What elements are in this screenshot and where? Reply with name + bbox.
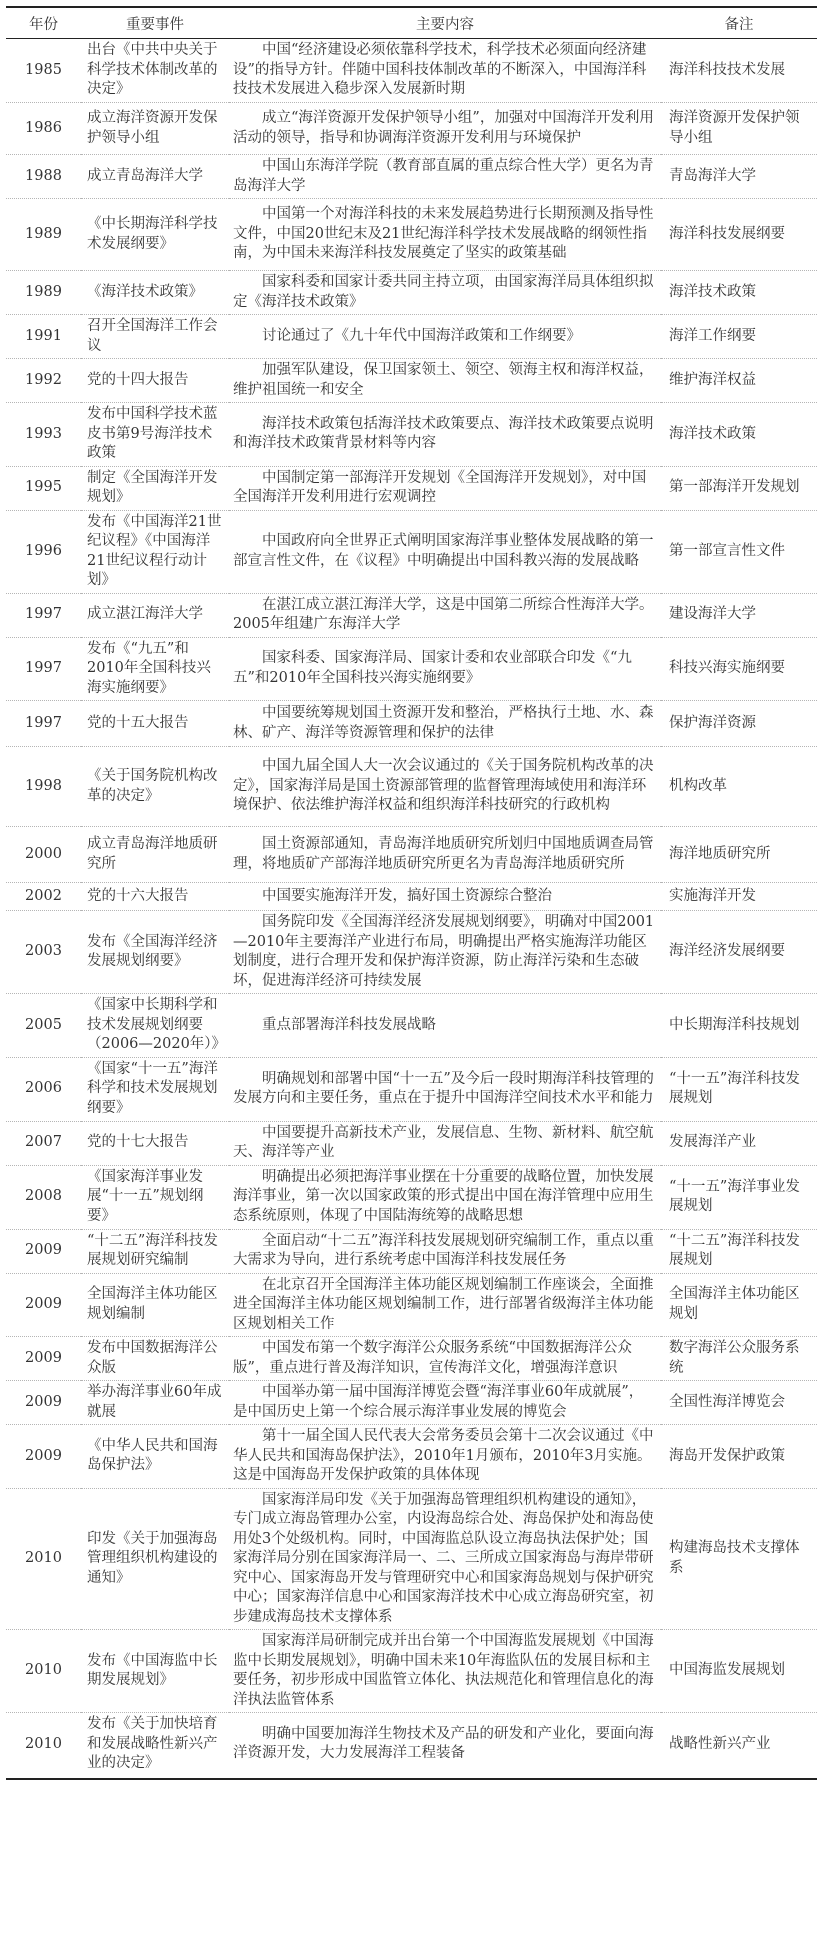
- cell-event: 《中长期海洋科学技术发展纲要》: [81, 199, 229, 271]
- cell-content: 重点部署海洋科技发展战略: [229, 994, 661, 1058]
- table-row: [6, 827, 817, 883]
- cell-note: 中国海监发展规划: [661, 1630, 817, 1713]
- table-row: [6, 1121, 817, 1165]
- cell-event: 《国家海洋事业发展“十一五”规划纲要》: [81, 1165, 229, 1229]
- cell-content: 中国九届全国人大一次会议通过的《关于国务院机构改革的决定》，国家海洋局是国土资源部管理的监督管理海域使用和海洋环境保护、依法维护海洋权益和组织海洋科技研究的行政机构: [229, 747, 661, 827]
- cell-content: 中国发布第一个数字海洋公众服务系统“中国数据海洋公众版”，重点进行普及海洋知识，宣传海洋文化，增强海洋意识: [229, 1337, 661, 1381]
- cell-event: 发布《中国海洋21世纪议程》《中国海洋21世纪议程行动计划》: [81, 510, 229, 593]
- cell-event: 发布中国科学技术蓝皮书第9号海洋技术政策: [81, 403, 229, 467]
- cell-content: 国家科委、国家海洋局、国家计委和农业部联合印发《“九五”和2010年全国科技兴海实施纲要》: [229, 637, 661, 701]
- cell-note: 中长期海洋科技规划: [661, 994, 817, 1058]
- cell-year: 2000: [6, 827, 81, 883]
- cell-content: 国土资源部通知，青岛海洋地质研究所划归中国地质调查局管理，将地质矿产部海洋地质研究所更名为青岛海洋地质研究所: [229, 827, 661, 883]
- cell-year: 1988: [6, 155, 81, 199]
- cell-year: 1989: [6, 199, 81, 271]
- cell-note: 机构改革: [661, 747, 817, 827]
- cell-year: 2010: [6, 1488, 81, 1630]
- cell-event: “十二五”海洋科技发展规划研究编制: [81, 1229, 229, 1273]
- cell-event: 举办海洋事业60年成就展: [81, 1381, 229, 1425]
- cell-content: 明确规划和部署中国“十一五”及今后一段时期海洋科技管理的发展方向和主要任务，重点在于提升中国海洋空间技术水平和能力: [229, 1057, 661, 1121]
- cell-note: 海洋技术政策: [661, 271, 817, 315]
- cell-year: 1995: [6, 466, 81, 510]
- cell-note: 第一部宣言性文件: [661, 510, 817, 593]
- cell-content: 在湛江成立湛江海洋大学，这是中国第二所综合性海洋大学。2005年组建广东海洋大学: [229, 593, 661, 637]
- cell-year: 1998: [6, 747, 81, 827]
- cell-event: 《海洋技术政策》: [81, 271, 229, 315]
- table-row: [6, 1165, 817, 1229]
- cell-note: 海洋工作纲要: [661, 315, 817, 359]
- header-year: 年份: [6, 7, 81, 39]
- cell-note: 海岛开发保护政策: [661, 1425, 817, 1489]
- table-row: [6, 155, 817, 199]
- cell-content: 成立“海洋资源开发保护领导小组”，加强对中国海洋开发利用活动的领导，指导和协调海洋资源开发利用与环境保护: [229, 103, 661, 155]
- cell-year: 2010: [6, 1630, 81, 1713]
- cell-year: 1989: [6, 271, 81, 315]
- cell-content: 中国政府向全世界正式阐明国家海洋事业整体发展战略的第一部宣言性文件，在《议程》中明确提出中国科教兴海的发展战略: [229, 510, 661, 593]
- cell-note: 海洋科技发展纲要: [661, 199, 817, 271]
- cell-event: 出台《中共中央关于科学技术体制改革的决定》: [87, 42, 218, 98]
- cell-year: 2010: [6, 1713, 81, 1776]
- cell-note: 发展海洋产业: [661, 1121, 817, 1165]
- cell-year: 2009: [6, 1425, 81, 1489]
- cell-content: 明确中国要加海洋生物技术及产品的研发和产业化，要面向海洋资源开发，大力发展海洋工程装备: [229, 1713, 661, 1776]
- cell-content: 海洋技术政策包括海洋技术政策要点、海洋技术政策要点说明和海洋技术政策背景材料等内容: [229, 403, 661, 467]
- cell-year: 2009: [6, 1273, 81, 1337]
- table-row: [6, 1425, 817, 1489]
- cell-content: 第十一届全国人民代表大会常务委员会第十二次会议通过《中华人民共和国海岛保护法》，2010年1月颁布，2010年3月实施。这是中国海岛开发保护政策的具体体现: [229, 1425, 661, 1489]
- ocean-policy-table: [6, 6, 817, 1776]
- cell-event: 发布中国数据海洋公众版: [81, 1337, 229, 1381]
- cell-content: 国务院印发《全国海洋经济发展规划纲要》，明确对中国2001—2010年主要海洋产业进行布局，明确提出严格实施海洋功能区划制度，进行合理开发和保护海洋资源，防止海洋污染和生态破坏，促进海洋经济可持续发展: [229, 911, 661, 994]
- table-row: [6, 403, 817, 467]
- header-event: 重要事件: [81, 7, 229, 39]
- table-row: [6, 1488, 817, 1630]
- table-row: [6, 701, 817, 747]
- table-body: [6, 39, 817, 1776]
- cell-note: 全国性海洋博览会: [661, 1381, 817, 1425]
- table-row: [6, 883, 817, 911]
- cell-event: 成立湛江海洋大学: [81, 593, 229, 637]
- cell-year: 1986: [6, 103, 81, 155]
- cell-content: 中国第一个对海洋科技的未来发展趋势进行长期预测及指导性文件，中国20世纪末及21世纪海洋科学技术发展战略的纲领性指南，为中国未来海洋科技发展奠定了坚实的政策基础: [229, 199, 661, 271]
- cell-year: 1991: [6, 315, 81, 359]
- cell-note: 海洋科技技术发展: [669, 61, 785, 78]
- table-row: [6, 39, 817, 103]
- table-row: [6, 271, 817, 315]
- table-row: [6, 466, 817, 510]
- cell-year: 2009: [6, 1229, 81, 1273]
- cell-content: 中国举办第一届中国海洋博览会暨“海洋事业60年成就展”，是中国历史上第一个综合展示海洋事业发展的博览会: [229, 1381, 661, 1425]
- cell-note: 海洋经济发展纲要: [661, 911, 817, 994]
- cell-event: 《国家中长期科学和技术发展规划纲要（2006—2020年）》: [81, 994, 229, 1058]
- table-row: [6, 510, 817, 593]
- cell-note: 科技兴海实施纲要: [661, 637, 817, 701]
- cell-event: 印发《关于加强海岛管理组织机构建设的通知》: [81, 1488, 229, 1630]
- table-row: [6, 637, 817, 701]
- cell-note: 全国海洋主体功能区规划: [661, 1273, 817, 1337]
- cell-year: 2003: [6, 911, 81, 994]
- table-row: [6, 994, 817, 1058]
- cell-note: 第一部海洋开发规划: [661, 466, 817, 510]
- cell-note: “十二五”海洋科技发展规划: [661, 1229, 817, 1273]
- cell-note: 数字海洋公众服务系统: [661, 1337, 817, 1381]
- cell-note: 海洋技术政策: [661, 403, 817, 467]
- table-row: [6, 1229, 817, 1273]
- cell-event: 发布《全国海洋经济发展规划纲要》: [81, 911, 229, 994]
- cell-year: 2007: [6, 1121, 81, 1165]
- cell-event: 党的十五大报告: [81, 701, 229, 747]
- cell-year: 2008: [6, 1165, 81, 1229]
- cell-event: 成立青岛海洋地质研究所: [81, 827, 229, 883]
- table-row: [6, 1630, 817, 1713]
- cell-note: 构建海岛技术支撑体系: [661, 1488, 817, 1630]
- table-row: [6, 1381, 817, 1425]
- cell-content: 加强军队建设，保卫国家领土、领空、领海主权和海洋权益，维护祖国统一和安全: [229, 359, 661, 403]
- cell-note: 维护海洋权益: [661, 359, 817, 403]
- table-row: [6, 359, 817, 403]
- table-row: [6, 747, 817, 827]
- cell-year: 1985: [25, 61, 62, 78]
- cell-content: 全面启动“十二五”海洋科技发展规划研究编制工作，重点以重大需求为导向，进行系统考虑中国海洋科技发展任务: [229, 1229, 661, 1273]
- cell-note: 海洋资源开发保护领导小组: [661, 103, 817, 155]
- cell-event: 全国海洋主体功能区规划编制: [81, 1273, 229, 1337]
- cell-year: 2009: [6, 1337, 81, 1381]
- cell-content: 中国“经济建设必须依靠科学技术，科学技术必须面向经济建设”的指导方针。伴随中国科技体制改革的不断深入，中国海洋科技技术发展进入稳步深入发展新时期: [233, 42, 647, 98]
- cell-note: 实施海洋开发: [661, 883, 817, 911]
- table-row: [6, 103, 817, 155]
- cell-content: 中国要提升高新技术产业，发展信息、生物、新材料、航空航天、海洋等产业: [229, 1121, 661, 1165]
- table-row: [6, 199, 817, 271]
- cell-note: “十一五”海洋事业发展规划: [661, 1165, 817, 1229]
- cell-event: 《关于国务院机构改革的决定》: [81, 747, 229, 827]
- cell-note: 保护海洋资源: [661, 701, 817, 747]
- cell-year: 2005: [6, 994, 81, 1058]
- cell-content: 中国山东海洋学院（教育部直属的重点综合性大学）更名为青岛海洋大学: [229, 155, 661, 199]
- table-row: [6, 1057, 817, 1121]
- cell-content: 国家海洋局印发《关于加强海岛管理组织机构建设的通知》，专门成立海岛管理办公室，内设海岛综合处、海岛保护处和海岛使用处3个处级机构。同时，中国海监总队设立海岛执法保护处；国家海洋局分别在国家海洋局一、二、三所成立国家海岛与海岸带研究中心、国家海岛开发与管理研究中心和国家海岛规划与保护研究中心；国家海洋信息中心和国家海洋技术中心成立海岛研究室，初步建成海岛技术支撑体系: [229, 1488, 661, 1630]
- cell-event: 党的十六大报告: [81, 883, 229, 911]
- table-row: [6, 1713, 817, 1776]
- cell-year: 1993: [6, 403, 81, 467]
- cell-year: 2009: [6, 1381, 81, 1425]
- table-row: [6, 315, 817, 359]
- cell-event: 成立海洋资源开发保护领导小组: [81, 103, 229, 155]
- table-bottom-rule: [6, 1778, 817, 1780]
- cell-note: 战略性新兴产业: [661, 1713, 817, 1776]
- cell-note: 青岛海洋大学: [661, 155, 817, 199]
- cell-content: 在北京召开全国海洋主体功能区规划编制工作座谈会，全面推进全国海洋主体功能区规划编制工作，进行部署省级海洋主体功能区规划相关工作: [229, 1273, 661, 1337]
- cell-year: 1997: [6, 593, 81, 637]
- header-content: 主要内容: [229, 7, 661, 39]
- cell-year: 2002: [6, 883, 81, 911]
- cell-event: 制定《全国海洋开发规划》: [81, 466, 229, 510]
- cell-event: 成立青岛海洋大学: [81, 155, 229, 199]
- cell-content: 中国制定第一部海洋开发规划《全国海洋开发规划》，对中国全国海洋开发利用进行宏观调控: [229, 466, 661, 510]
- cell-event: 党的十七大报告: [81, 1121, 229, 1165]
- cell-year: 2006: [6, 1057, 81, 1121]
- table-header: [6, 7, 817, 39]
- cell-event: 发布《中国海监中长期发展规划》: [81, 1630, 229, 1713]
- cell-year: 1992: [6, 359, 81, 403]
- cell-event: 《中华人民共和国海岛保护法》: [81, 1425, 229, 1489]
- table-row: [6, 1273, 817, 1337]
- cell-event: 召开全国海洋工作会议: [81, 315, 229, 359]
- cell-event: 发布《“九五”和2010年全国科技兴海实施纲要》: [81, 637, 229, 701]
- cell-content: 国家海洋局研制完成并出台第一个中国海监发展规划《中国海监中长期发展规划》，明确中国未来10年海监队伍的发展目标和主要任务，初步形成中国监管立体化、执法规范化和管理信息化的海洋执法监管体系: [229, 1630, 661, 1713]
- cell-content: 国家科委和国家计委共同主持立项，由国家海洋局具体组织拟定《海洋技术政策》: [229, 271, 661, 315]
- table-row: [6, 911, 817, 994]
- cell-content: 中国要实施海洋开发，搞好国土资源综合整治: [229, 883, 661, 911]
- cell-event: 党的十四大报告: [81, 359, 229, 403]
- cell-year: 1997: [6, 701, 81, 747]
- table-row: [6, 593, 817, 637]
- cell-note: “十一五”海洋科技发展规划: [661, 1057, 817, 1121]
- cell-event: 《国家“十一五”海洋科学和技术发展规划纲要》: [81, 1057, 229, 1121]
- cell-note: 海洋地质研究所: [661, 827, 817, 883]
- cell-content: 中国要统筹规划国土资源开发和整治，严格执行土地、水、森林、矿产、海洋等资源管理和保护的法律: [229, 701, 661, 747]
- cell-note: 建设海洋大学: [661, 593, 817, 637]
- cell-event: 发布《关于加快培育和发展战略性新兴产业的决定》: [81, 1713, 229, 1776]
- header-note: 备注: [661, 7, 817, 39]
- cell-content: 明确提出必须把海洋事业摆在十分重要的战略位置，加快发展海洋事业，第一次以国家政策的形式提出中国在海洋管理中应用生态系统原则，体现了中国陆海统筹的战略思想: [229, 1165, 661, 1229]
- cell-year: 1997: [6, 637, 81, 701]
- cell-year: 1996: [6, 510, 81, 593]
- cell-content: 讨论通过了《九十年代中国海洋政策和工作纲要》: [229, 315, 661, 359]
- table-row: [6, 1337, 817, 1381]
